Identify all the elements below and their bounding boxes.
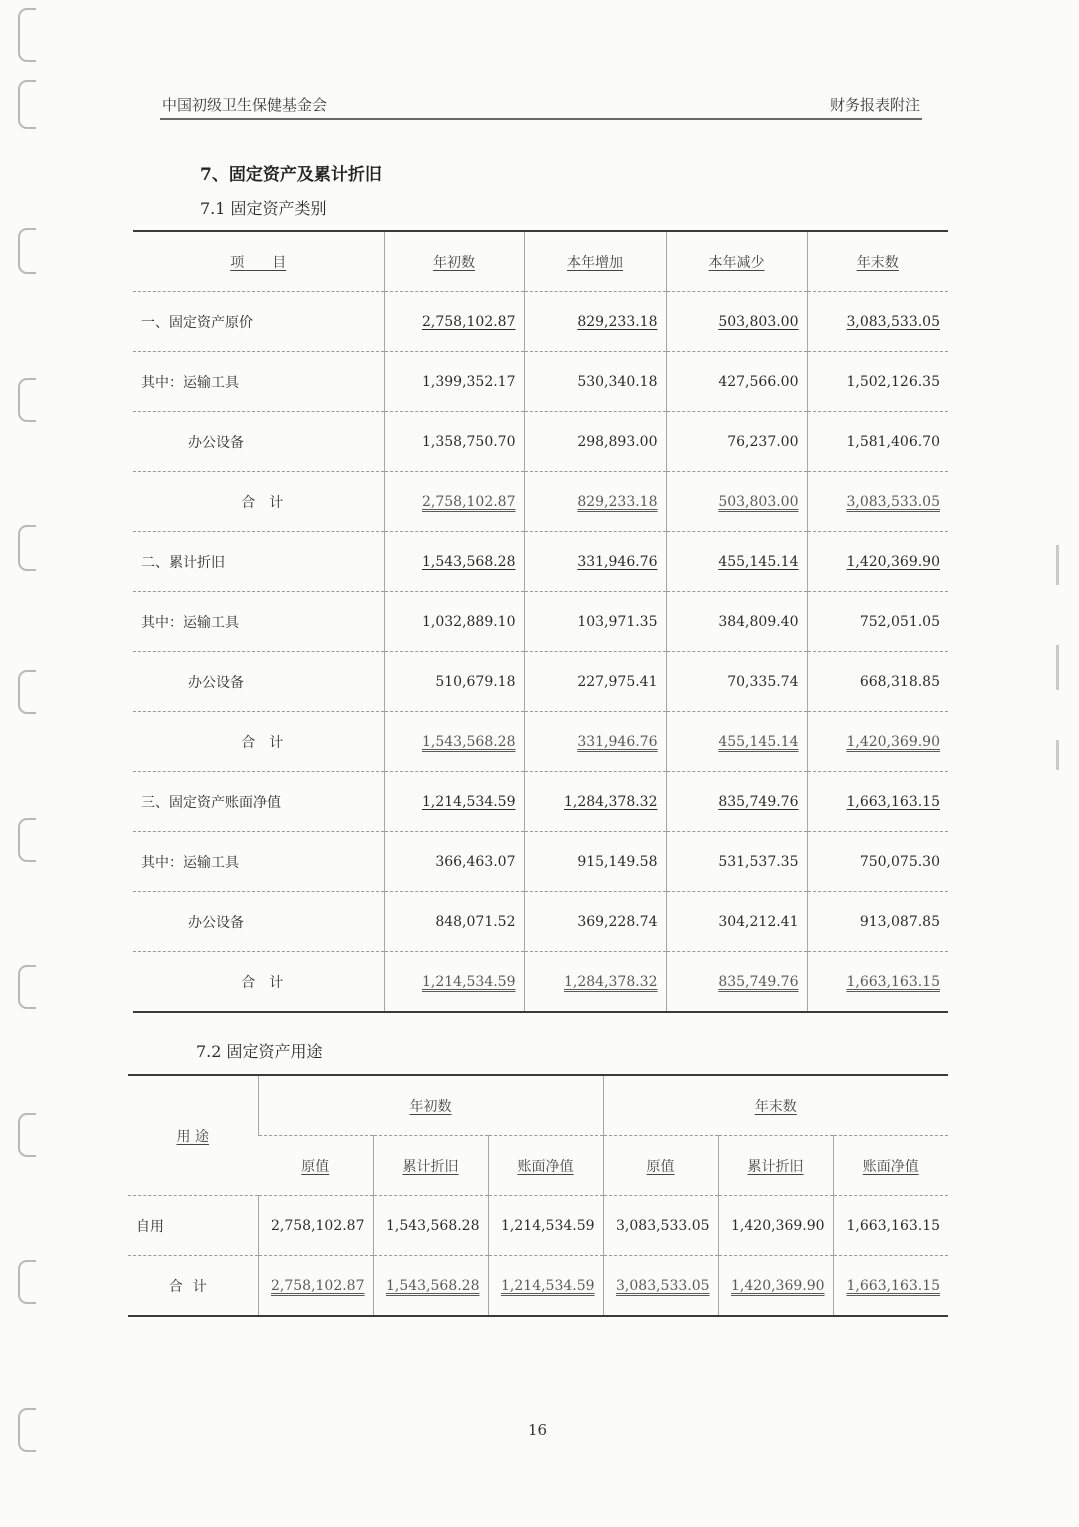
cell-value: 369,228.74 <box>524 892 666 952</box>
table-header-row <box>133 231 948 292</box>
cell-value: 1,284,378.32 <box>524 772 666 832</box>
table-row <box>133 292 948 352</box>
cell-value: 76,237.00 <box>666 412 807 472</box>
scan-edge-mark <box>1056 740 1059 770</box>
cell-value: 750,075.30 <box>807 832 948 892</box>
table-row <box>133 412 948 472</box>
cell-value: 384,809.40 <box>666 592 807 652</box>
table-row <box>133 952 948 1013</box>
cell-value: 1,663,163.15 <box>833 1196 948 1256</box>
binder-hole <box>18 1408 36 1452</box>
column-header-closing: 年末数 <box>807 231 948 292</box>
scan-edge-mark <box>1056 645 1059 690</box>
cell-value: 1,214,534.59 <box>384 952 524 1013</box>
row-label: 二、累计折旧 <box>133 532 384 592</box>
binder-hole <box>18 670 36 714</box>
binder-hole <box>18 1260 36 1304</box>
org-name: 中国初级卫生保健基金会 <box>162 96 328 114</box>
binder-hole <box>18 1113 36 1157</box>
cell-value: 913,087.85 <box>807 892 948 952</box>
cell-value: 304,212.41 <box>666 892 807 952</box>
row-label: 合计 <box>133 712 384 772</box>
cell-value: 1,663,163.15 <box>807 772 948 832</box>
fixed-assets-usage-table <box>128 1074 948 1317</box>
cell-value: 1,399,352.17 <box>384 352 524 412</box>
cell-value: 1,543,568.28 <box>384 532 524 592</box>
row-label: 合计 <box>168 1278 217 1295</box>
column-header-increase: 本年增加 <box>524 231 666 292</box>
cell-value: 829,233.18 <box>524 472 666 532</box>
cell-value: 1,581,406.70 <box>807 412 948 472</box>
cell-value: 1,214,534.59 <box>488 1256 603 1317</box>
subsection-title-categories: 7.1 固定资产类别 <box>200 199 327 218</box>
row-label: 办公设备 <box>133 892 384 952</box>
column-header-original-value: 原值 <box>603 1136 718 1196</box>
cell-value: 366,463.07 <box>384 832 524 892</box>
cell-value: 1,420,369.90 <box>718 1196 833 1256</box>
cell-value: 1,358,750.70 <box>384 412 524 472</box>
binder-hole <box>18 525 36 571</box>
cell-value: 1,420,369.90 <box>807 712 948 772</box>
cell-value: 1,663,163.15 <box>807 952 948 1013</box>
column-header-item: 项 目 <box>133 231 384 292</box>
page-number: 16 <box>528 1421 548 1439</box>
group-header-closing: 年末数 <box>603 1075 948 1136</box>
row-label: 合计 <box>241 974 298 991</box>
table-row <box>133 892 948 952</box>
cell-value: 1,543,568.28 <box>373 1256 488 1317</box>
cell-value: 2,758,102.87 <box>258 1196 373 1256</box>
cell-value: 455,145.14 <box>666 712 807 772</box>
column-header-net-book-value: 账面净值 <box>833 1136 948 1196</box>
cell-value: 1,543,568.28 <box>384 712 524 772</box>
cell-value: 752,051.05 <box>807 592 948 652</box>
row-label: 办公设备 <box>133 412 384 472</box>
cell-value: 427,566.00 <box>666 352 807 412</box>
column-header-net-book-value: 账面净值 <box>488 1136 603 1196</box>
binder-hole <box>18 8 36 62</box>
table-row <box>133 772 948 832</box>
cell-value: 3,083,533.05 <box>807 472 948 532</box>
group-header-opening: 年初数 <box>258 1075 603 1136</box>
binder-hole <box>18 965 36 1009</box>
page-header <box>160 92 922 120</box>
table-row <box>133 712 948 772</box>
row-label: 其中：运输工具 <box>133 832 384 892</box>
cell-value: 3,083,533.05 <box>807 292 948 352</box>
cell-value: 1,214,534.59 <box>488 1196 603 1256</box>
column-header-accumulated-depreciation: 累计折旧 <box>718 1136 833 1196</box>
cell-value: 503,803.00 <box>666 292 807 352</box>
cell-value: 1,032,889.10 <box>384 592 524 652</box>
cell-value: 510,679.18 <box>384 652 524 712</box>
binder-hole <box>18 228 36 274</box>
row-label: 合计 <box>133 472 384 532</box>
row-label: 三、固定资产账面净值 <box>133 772 384 832</box>
column-header-usage: 用 途 <box>128 1075 258 1196</box>
row-label: 办公设备 <box>133 652 384 712</box>
cell-value: 3,083,533.05 <box>603 1196 718 1256</box>
binder-holes <box>0 0 60 1527</box>
cell-value: 1,663,163.15 <box>833 1256 948 1317</box>
cell-value: 331,946.76 <box>524 532 666 592</box>
column-header-decrease: 本年减少 <box>666 231 807 292</box>
cell-value: 835,749.76 <box>666 952 807 1013</box>
cell-value: 848,071.52 <box>384 892 524 952</box>
fixed-assets-category-table <box>133 230 948 1013</box>
cell-value: 835,749.76 <box>666 772 807 832</box>
cell-value: 1,502,126.35 <box>807 352 948 412</box>
table-group-header-row <box>128 1075 948 1136</box>
table-row <box>133 832 948 892</box>
column-header-opening: 年初数 <box>384 231 524 292</box>
row-label: 一、固定资产原价 <box>133 292 384 352</box>
cell-value: 2,758,102.87 <box>384 292 524 352</box>
cell-value: 503,803.00 <box>666 472 807 532</box>
subsection-title-usage: 7.2 固定资产用途 <box>196 1042 323 1061</box>
cell-value: 227,975.41 <box>524 652 666 712</box>
binder-hole <box>18 378 36 422</box>
binder-hole <box>18 818 36 862</box>
cell-value: 531,537.35 <box>666 832 807 892</box>
cell-value: 3,083,533.05 <box>603 1256 718 1317</box>
cell-value: 70,335.74 <box>666 652 807 712</box>
cell-value: 915,149.58 <box>524 832 666 892</box>
cell-value: 331,946.76 <box>524 712 666 772</box>
cell-value: 298,893.00 <box>524 412 666 472</box>
cell-value: 1,214,534.59 <box>384 772 524 832</box>
cell-value: 1,284,378.32 <box>524 952 666 1013</box>
table-row <box>133 652 948 712</box>
column-header-accumulated-depreciation: 累计折旧 <box>373 1136 488 1196</box>
cell-value: 103,971.35 <box>524 592 666 652</box>
table-row <box>133 532 948 592</box>
table-row <box>128 1196 948 1256</box>
cell-value: 455,145.14 <box>666 532 807 592</box>
cell-value: 668,318.85 <box>807 652 948 712</box>
table-row <box>133 352 948 412</box>
cell-value: 2,758,102.87 <box>384 472 524 532</box>
table-row <box>128 1256 948 1317</box>
row-label: 其中：运输工具 <box>133 592 384 652</box>
table-row <box>133 592 948 652</box>
cell-value: 2,758,102.87 <box>258 1256 373 1317</box>
cell-value: 1,420,369.90 <box>807 532 948 592</box>
table-row <box>133 472 948 532</box>
cell-value: 1,420,369.90 <box>718 1256 833 1317</box>
cell-value: 829,233.18 <box>524 292 666 352</box>
binder-hole <box>18 80 36 129</box>
section-title: 7、固定资产及累计折旧 <box>200 165 382 185</box>
doc-type: 财务报表附注 <box>829 96 920 114</box>
cell-value: 1,543,568.28 <box>373 1196 488 1256</box>
row-label: 自用 <box>128 1196 258 1256</box>
scan-edge-mark <box>1056 545 1059 585</box>
cell-value: 530,340.18 <box>524 352 666 412</box>
row-label: 其中：运输工具 <box>133 352 384 412</box>
column-header-original-value: 原值 <box>258 1136 373 1196</box>
